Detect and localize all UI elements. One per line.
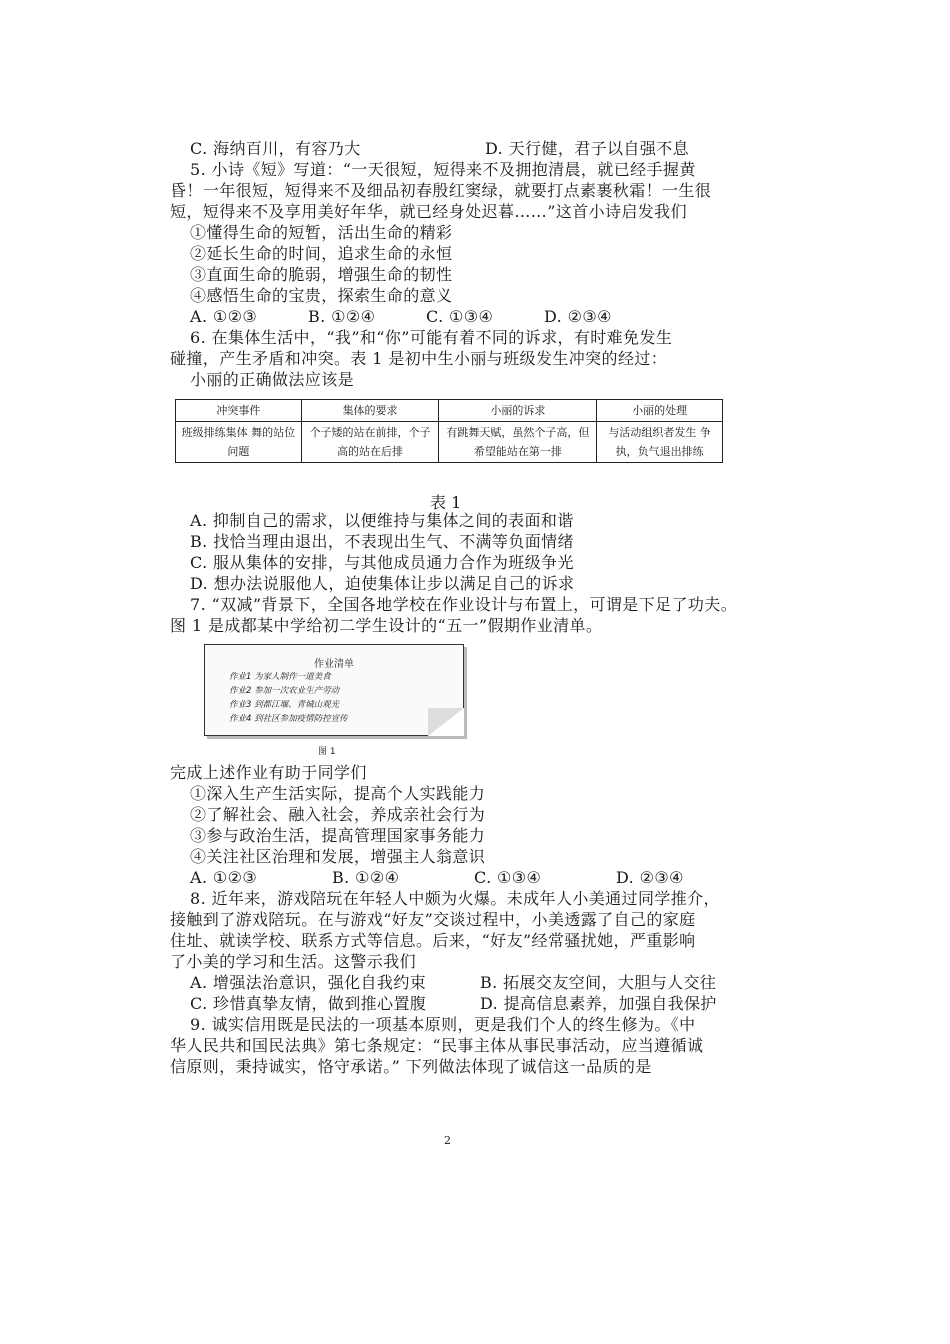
- q6-choice-b: B. 找恰当理由退出，不表现出生气、不满等负面情绪: [190, 532, 574, 551]
- q6-stem-line2: 碰撞，产生矛盾和冲突。表 1 是初中生小丽与班级发生冲突的经过：: [170, 349, 668, 368]
- q7-statement-1: ①深入生产生活实际，提高个人实践能力: [190, 784, 486, 803]
- figure-item: 作业3 到都江堰、青城山观光: [229, 700, 340, 710]
- figure-item: 作业1 为家人制作一道美食: [229, 672, 331, 682]
- q8-stem-line1: 8. 近年来，游戏陪玩在年轻人中颇为火爆。未成年人小美通过同学推介，: [190, 889, 720, 908]
- q5-choice-b: B. ①②④: [308, 307, 376, 326]
- q5-choice-d: D. ②③④: [544, 307, 612, 326]
- table-row: [176, 422, 723, 463]
- q7-stem-line3: 完成上述作业有助于同学们: [170, 763, 367, 782]
- q7-choice-c: C. ①③④: [474, 868, 542, 887]
- table-header-cell: 小丽的诉求: [439, 400, 597, 422]
- figure-caption: 图 1: [318, 747, 336, 757]
- table-header-row: [176, 400, 723, 422]
- q5-stem-line1: 5. 小诗《短》写道：“一天很短，短得来不及拥抱清晨，就已经手握黄: [190, 160, 696, 179]
- q8-choices-ab: [190, 972, 770, 993]
- q9-stem-line3: 信原则，秉持诚实，恪守承诺。” 下列做法体现了诚信这一品质的是: [170, 1057, 652, 1076]
- q5-statement-1: ①懂得生命的短暂，活出生命的精彩: [190, 223, 453, 242]
- q6-stem-line1: 6. 在集体生活中，“我”和“你”可能有着不同的诉求，有时难免发生: [190, 328, 673, 347]
- q6-choice-d: D. 想办法说服他人，迫使集体让步以满足自己的诉求: [190, 574, 575, 593]
- table-cell: 有跳舞天赋，虽然个子高，但希望能站在第一排: [439, 422, 597, 463]
- q5-choices: [190, 306, 662, 327]
- q7-stem-line2: 图 1 是成都某中学给初二学生设计的“五一”假期作业清单。: [170, 616, 603, 635]
- table-header-cell: 冲突事件: [176, 400, 302, 422]
- q7-statement-3: ③参与政治生活，提高管理国家事务能力: [190, 826, 486, 845]
- q7-choice-a: A. ①②③: [190, 868, 258, 887]
- q6-choice-a: A. 抑制自己的需求，以便维持与集体之间的表面和谐: [190, 511, 574, 530]
- q4-option-d: D. 天行健，君子以自强不息: [485, 139, 690, 158]
- q5-statement-3: ③直面生命的脆弱，增强生命的韧性: [190, 265, 453, 284]
- q4-option-c: C. 海纳百川，有容乃大: [190, 139, 361, 158]
- q5-stem-line2: 昏！一年很短，短得来不及细品初春殷红窦绿，就要打点素裹秋霜！一生很: [170, 181, 712, 200]
- q8-stem-line3: 住址、就读学校、联系方式等信息。后来，“好友”经常骚扰她，严重影响: [170, 931, 696, 950]
- table-cell: 班级排练集体 舞的站位问题: [176, 422, 302, 463]
- q6-stem-line3: 小丽的正确做法应该是: [190, 370, 355, 389]
- q8-choice-b: B. 拓展交友空间，大胆与人交往: [480, 973, 717, 992]
- table-header-cell: 小丽的处理: [597, 400, 723, 422]
- q8-stem-line4: 了小美的学习和生活。这警示我们: [170, 952, 417, 971]
- figure-title: 作业清单: [314, 659, 354, 670]
- figure-item: 作业2 参加一次农业生产劳动: [229, 686, 340, 696]
- q5-statement-4: ④感悟生命的宝贵，探索生命的意义: [190, 286, 453, 305]
- q7-stem-line1: 7. “双减”背景下，全国各地学校在作业设计与布置上，可谓是下足了功夫。: [190, 595, 738, 614]
- q9-stem-line2: 华人民共和国民法典》第七条规定：“民事主体从事民事活动，应当遵循诚: [170, 1036, 704, 1055]
- q8-choice-d: D. 提高信息素养，加强自我保护: [480, 994, 717, 1013]
- table-1: [175, 399, 723, 463]
- q8-choice-c: C. 珍惜真挚友情，做到推心置腹: [190, 994, 427, 1013]
- page-number: 2: [444, 1134, 451, 1147]
- table-cell: 与活动组织者发生 争执，负气退出排练: [597, 422, 723, 463]
- q7-choice-b: B. ①②④: [332, 868, 400, 887]
- q9-stem-line1: 9. 诚实信用既是民法的一项基本原则，更是我们个人的终生修为。《中: [190, 1015, 696, 1034]
- q8-choices-cd: [190, 993, 770, 1014]
- homework-list-figure: [204, 644, 464, 736]
- page-curl-decoration: [428, 708, 464, 736]
- q7-statement-2: ②了解社会、融入社会，养成亲社会行为: [190, 805, 486, 824]
- q5-stem-line3: 短，短得来不及享用美好年华，就已经身处迟暮……”这首小诗启发我们: [170, 202, 687, 221]
- figure-item: 作业4 到社区参加疫情防控宣传: [229, 714, 348, 724]
- q8-choice-a: A. 增强法治意识，强化自我约束: [190, 973, 427, 992]
- q4-options-cd: [190, 138, 780, 159]
- q7-statement-4: ④关注社区治理和发展，增强主人翁意识: [190, 847, 486, 866]
- table-header-cell: 集体的要求: [301, 400, 439, 422]
- q5-statement-2: ②延长生命的时间，追求生命的永恒: [190, 244, 453, 263]
- q7-choice-d: D. ②③④: [616, 868, 684, 887]
- table-cell: 个子矮的站在前排，个子高的站在后排: [301, 422, 439, 463]
- q6-choice-c: C. 服从集体的安排，与其他成员通力合作为班级争光: [190, 553, 574, 572]
- table-caption: 表 1: [430, 493, 462, 512]
- q7-choices: [190, 867, 734, 888]
- q5-choice-c: C. ①③④: [426, 307, 494, 326]
- q5-choice-a: A. ①②③: [190, 307, 258, 326]
- q8-stem-line2: 接触到了游戏陪玩。在与游戏“好友”交谈过程中，小美透露了自己的家庭: [170, 910, 696, 929]
